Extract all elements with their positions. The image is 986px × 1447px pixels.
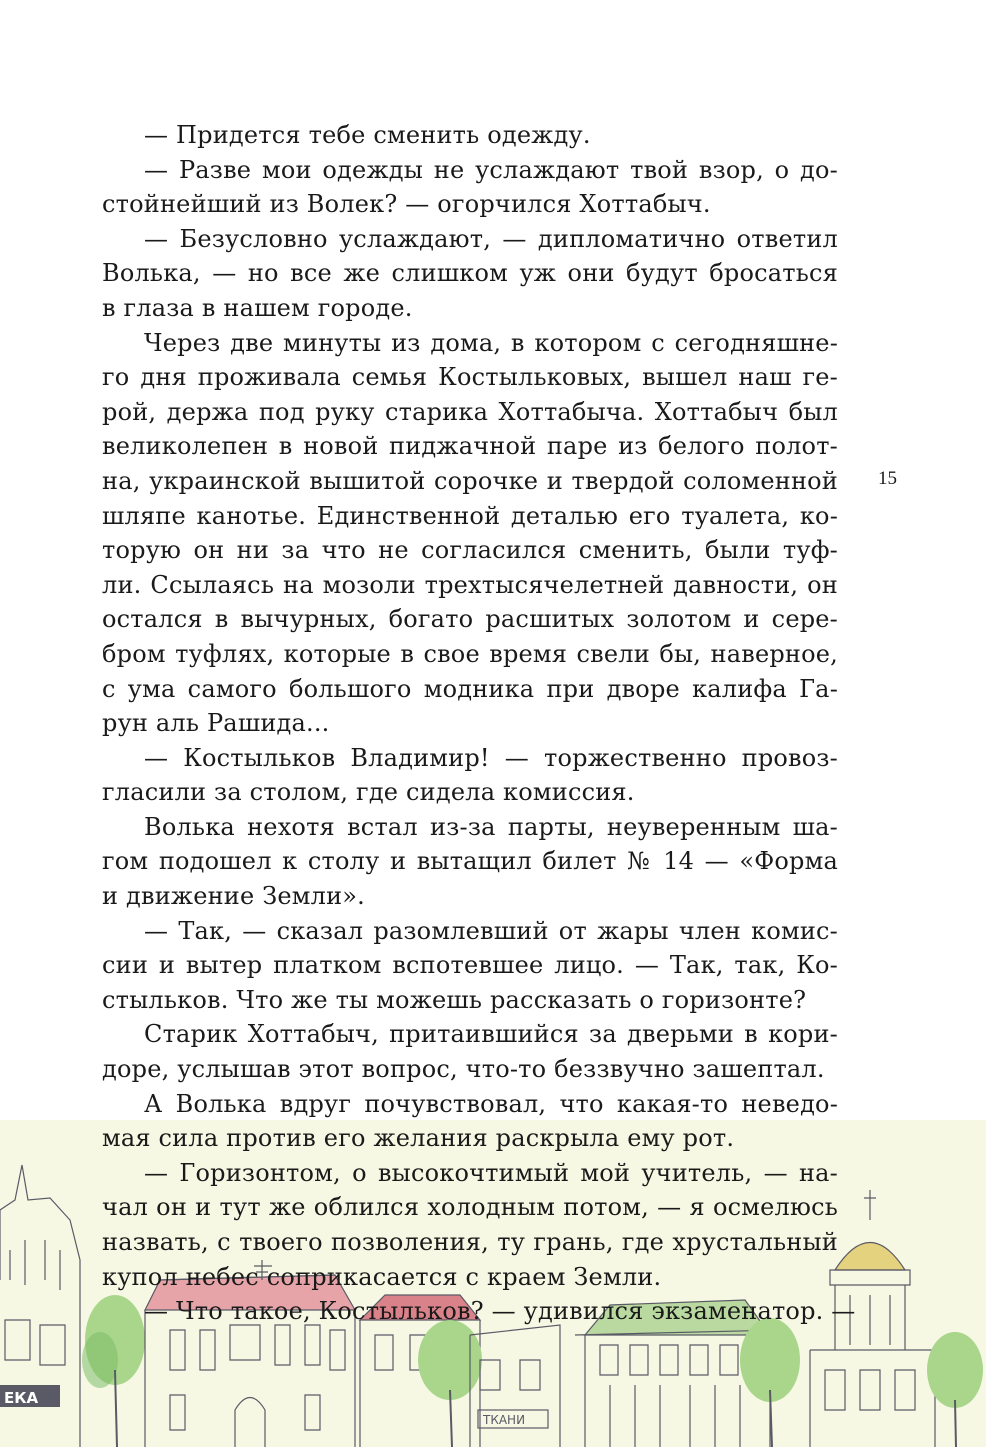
text-line: — Горизонтом, о высокочтимый мой учитель, — на- [144,1158,838,1187]
text-line: — Безусловно услаждают, — дипломатично ответил [144,224,838,253]
text-line: доре, услышав этот вопрос, что-то беззвучно зашептал. [102,1055,825,1084]
text-line: шляпе канотье. Единственной деталью его туалета, ко- [102,501,838,530]
text-line: ли. Ссылаясь на мозоли трехтысячелетней давности, он [102,570,838,599]
text-line: го дня проживала семья Костыльковых, вышел наш ге- [102,363,838,392]
text-line: мая сила против его желания раскрыла ему рот. [102,1124,735,1153]
text-line: — Что такое, Костыльков? — удивился экзаменатор. — [144,1297,856,1326]
text-line: — Разве мои одежды не услаждают твой взор, о до- [144,155,838,184]
text-line: с ума самого большого модника при дворе калифа Га- [102,674,838,703]
text-line: великолепен в новой пиджачной паре из белого полот- [102,432,838,461]
text-line: гласили за столом, где сидела комиссия. [102,778,635,807]
text-line: бром туфлях, которые в свое время свели бы, наверное, [102,639,838,668]
text-line: купол небес соприкасается с краем Земли. [102,1262,662,1291]
text-line: в глаза в нашем городе. [102,293,413,322]
text-line: сии и вытер платком вспотевшее лицо. — Так, так, Ко- [102,951,838,980]
body-text [102,118,856,1329]
shop-sign-text: ТКАНИ [483,1413,526,1427]
text-line: рой, держа под руку старика Хоттабыча. Хоттабыч был [102,397,838,426]
left-sign-text: ЕКА [4,1389,39,1407]
text-line: торую он ни за что не согласился сменить, были туф- [102,536,838,565]
page-number: 15 [878,468,897,489]
text-line: Старик Хоттабыч, притаившийся за дверьми в кори- [144,1020,838,1049]
text-line: Через две минуты из дома, в котором с сегодняшне- [144,328,838,357]
text-line: — Так, — сказал разомлевший от жары член комис- [144,916,838,945]
text-line: стыльков. Что же ты можешь рассказать о горизонте? [102,985,807,1014]
text-line: стойнейший из Волек? — огорчился Хоттабыч. [102,190,711,219]
text-line: — Придется тебе сменить одежду. [144,121,591,149]
text-line: и движение Земли». [102,882,365,911]
text-line: на, украинской вышитой сорочке и твердой соломенной [102,466,838,495]
text-line: гом подошел к столу и вытащил билет № 14 — «Форма [102,847,838,876]
text-line: Волька, — но все же слишком уж они будут бросаться [102,259,838,288]
text-line: назвать, с твоего позволения, ту грань, где хрустальный [102,1228,838,1256]
text-line: А Волька вдруг почувствовал, что какая-то неведо- [144,1089,838,1118]
text-line: Волька нехотя встал из-за парты, неуверенным ша- [144,812,838,841]
text-line: остался в вычурных, богато расшитых золотом и сере- [102,605,838,634]
text-line: рун аль Рашида... [102,709,330,738]
text-line: чал он и тут же облился холодным потом, — я осмелюсь [102,1193,838,1222]
text-line: — Костыльков Владимир! — торжественно провоз- [144,743,838,772]
